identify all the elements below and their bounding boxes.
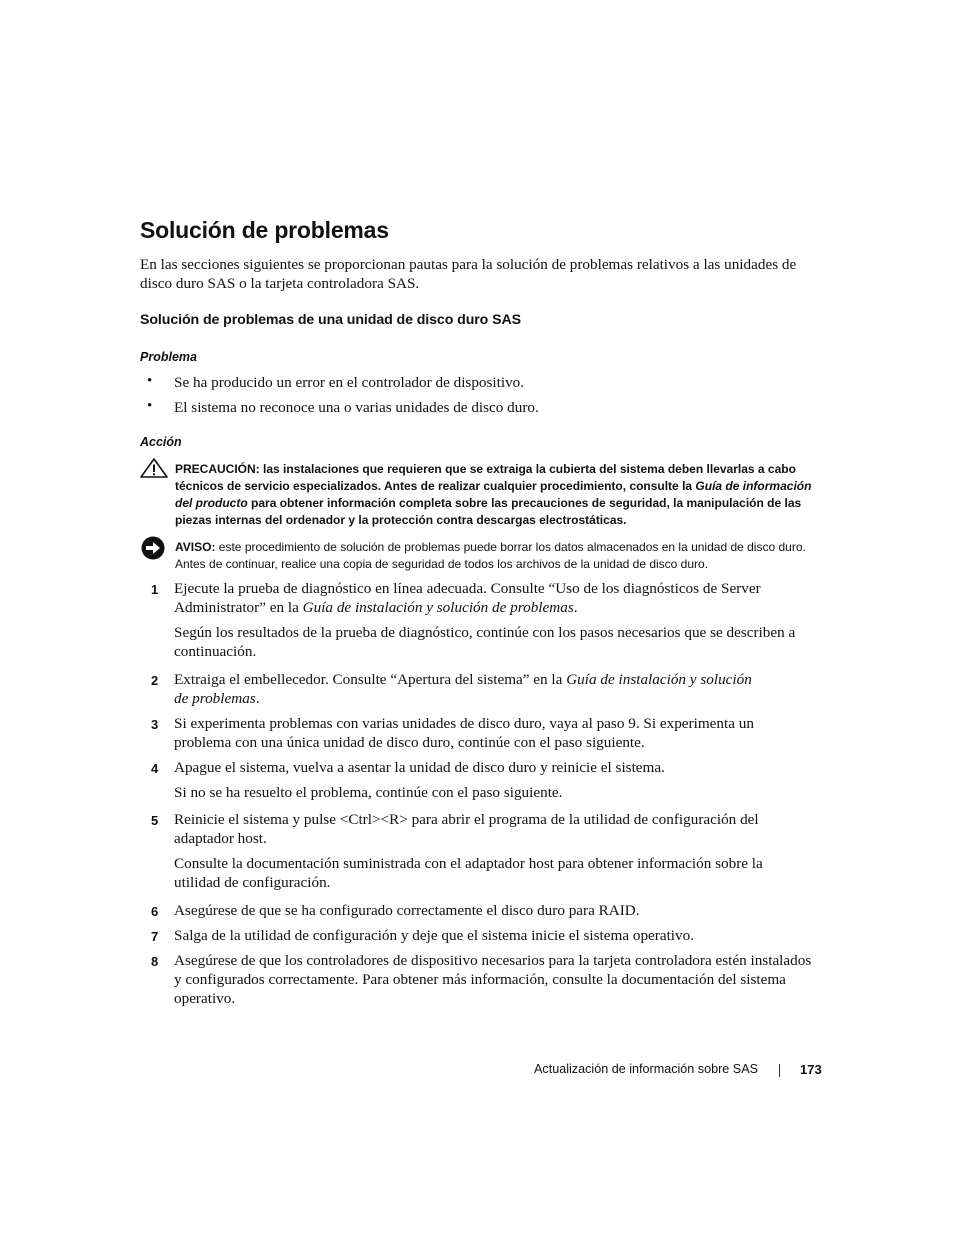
bullet-marker: •: [147, 373, 153, 389]
footer-section: Actualización de información sobre SAS: [534, 1062, 759, 1076]
footer-separator: [779, 1064, 780, 1077]
bullet-item: El sistema no reconoce una o varias unidades de disco duro.: [174, 399, 539, 416]
step-number: 6: [151, 904, 159, 919]
step-text: Extraiga el embellecedor. Consulte “Apertura del sistema” en la Guía de instalación y solución de problemas.: [174, 671, 752, 707]
caution-label: PRECAUCIÓN:: [175, 462, 260, 476]
problem-heading: Problema: [140, 350, 197, 364]
step-text: Si experimenta problemas con varias unidades de disco duro, vaya al paso 9. Si experimenta un problema con una única unidad de disco duro, continúe con el paso siguiente.: [174, 715, 754, 751]
step-text: Salga de la utilidad de configuración y deje que el sistema inicie el sistema operativo.: [174, 927, 695, 944]
page-title: Solución de problemas: [140, 217, 389, 243]
step-extra: Si no se ha resuelto el problema, continúe con el paso siguiente.: [174, 784, 563, 801]
step-number: 4: [151, 761, 159, 776]
intro-paragraph: En las secciones siguientes se proporcionan pautas para la solución de problemas relativos a las unidades de disco duro SAS o la tarjeta controladora SAS.: [140, 256, 797, 292]
notice-note: [175, 539, 817, 573]
step-number: 8: [151, 954, 159, 969]
step-text: Ejecute la prueba de diagnóstico en línea adecuada. Consulte “Uso de los diagnósticos de Server Administrator” en la Guía de instalación y solución de problemas.: [174, 580, 761, 616]
step-number: 5: [151, 813, 159, 828]
step-number: 2: [151, 673, 159, 688]
notice-label: AVISO:: [175, 540, 216, 554]
step-text: Reinicie el sistema y pulse <Ctrl><R> para abrir el programa de la utilidad de configuración del adaptador host.: [174, 811, 759, 847]
action-heading: Acción: [140, 435, 182, 449]
caution-text-2: para obtener información completa sobre las precauciones de seguridad, la manipulación de las piezas internas del ordenador y la protección contra descargas electrostáticas.: [175, 496, 802, 527]
section-heading: Solución de problemas de una unidad de disco duro SAS: [140, 312, 521, 328]
notice-text: este procedimiento de solución de problemas puede borrar los datos almacenados en la unidad de disco duro. Antes de continuar, realice una copia de seguridad de todos los archivos de la unidad de disco duro.: [175, 540, 806, 571]
page-number: 173: [800, 1062, 822, 1077]
bullet-item: Se ha producido un error en el controlador de dispositivo.: [174, 374, 525, 391]
step-text: Apague el sistema, vuelva a asentar la unidad de disco duro y reinicie el sistema.: [174, 759, 665, 776]
step-number: 1: [151, 582, 159, 597]
step-number: 3: [151, 717, 159, 732]
step-extra: Consulte la documentación suministrada con el adaptador host para obtener información sobre la utilidad de configuración.: [174, 855, 763, 891]
bullet-marker: •: [147, 398, 153, 414]
caution-text-1: las instalaciones que requieren que se extraiga la cubierta del sistema deben llevarlas a cabo técnicos de servicio especializados. Antes de realizar cualquier procedimiento, consulte la: [175, 462, 796, 493]
notice-arrow-icon: [141, 536, 165, 560]
caution-doc-title: Guía de información del producto: [175, 479, 812, 510]
step-extra: Según los resultados de la prueba de diagnóstico, continúe con los pasos necesarios que se describen a continuación.: [174, 624, 796, 660]
step-text: Asegúrese de que los controladores de dispositivo necesarios para la tarjeta controladora estén instalados y configurados correctamente. Para obtener más información, consulte la documentación del sistema operativo.: [174, 952, 812, 1007]
step-text: Asegúrese de que se ha configurado correctamente el disco duro para RAID.: [174, 902, 640, 919]
step-number: 7: [151, 929, 159, 944]
caution-note: [175, 461, 817, 529]
caution-triangle-icon: [140, 458, 168, 478]
